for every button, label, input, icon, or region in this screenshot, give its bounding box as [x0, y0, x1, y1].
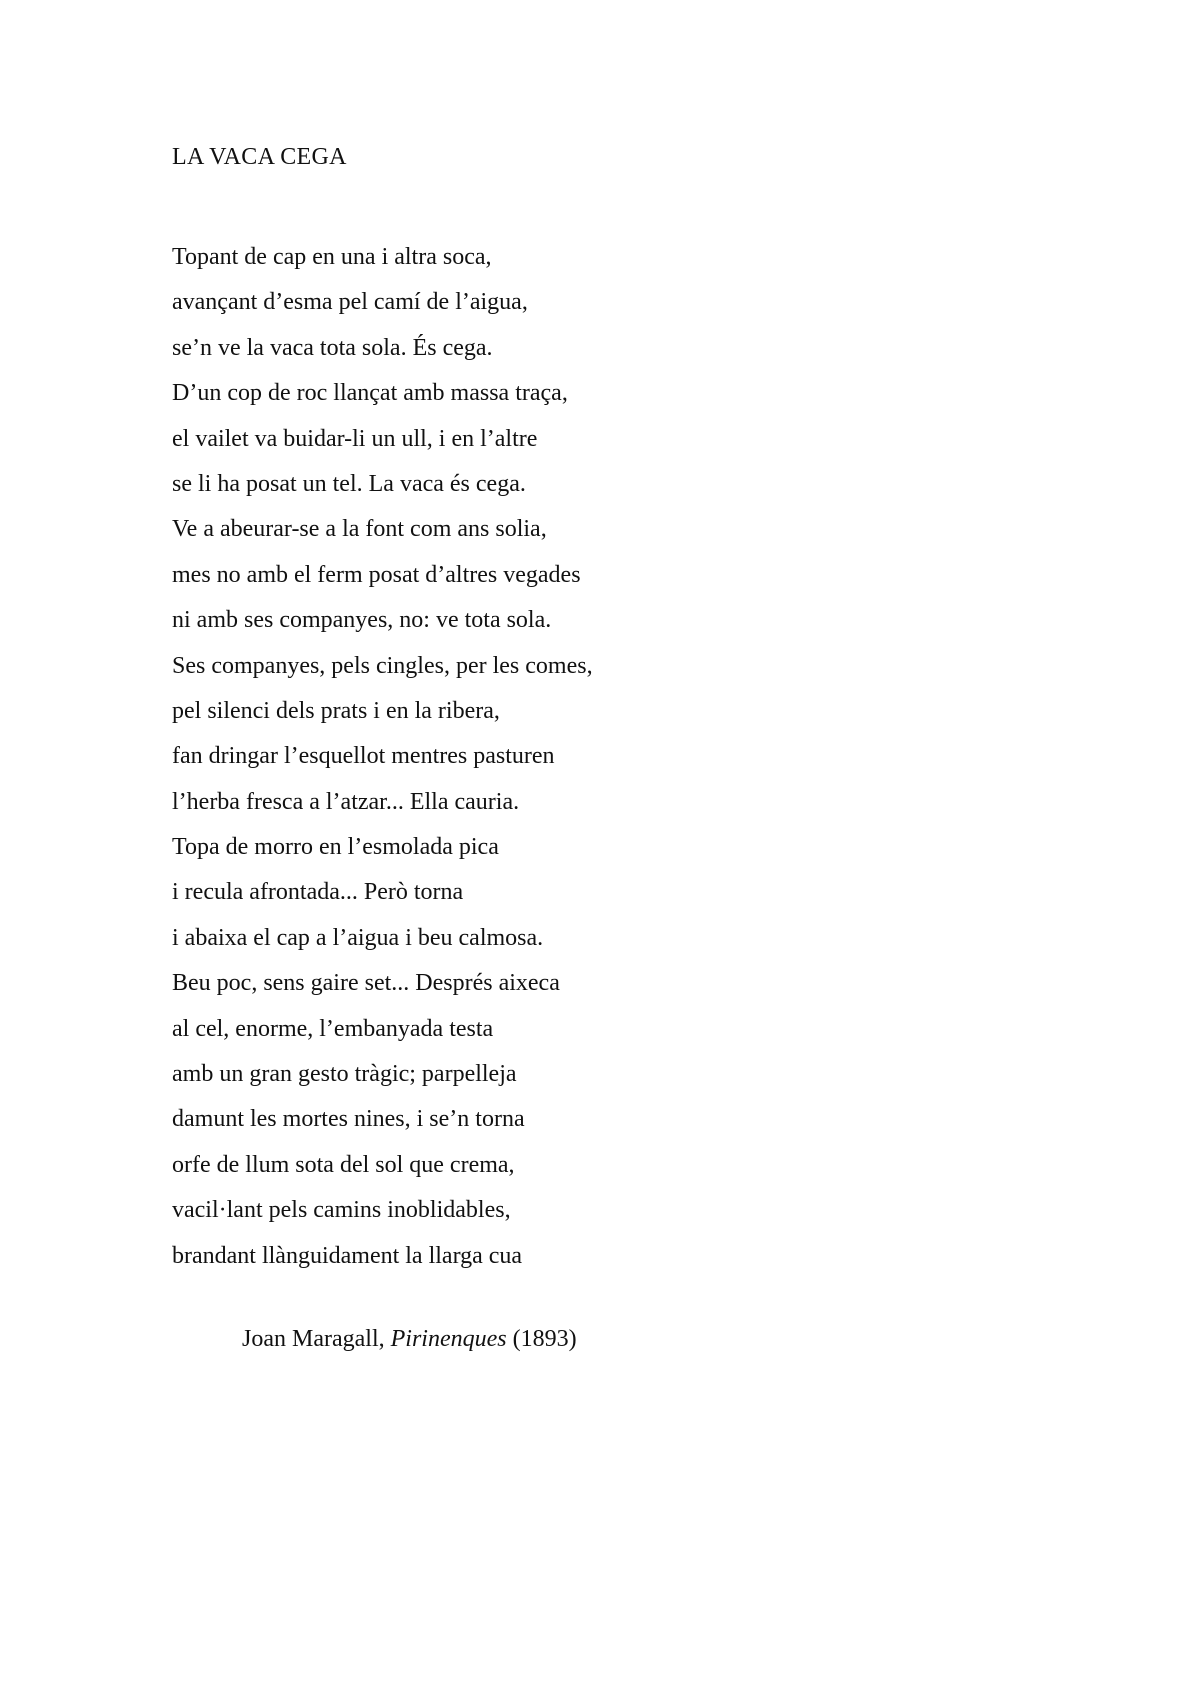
poem-line: avançant d’esma pel camí de l’aigua, [172, 289, 528, 316]
attribution [242, 1324, 577, 1354]
poem-line: mes no amb el ferm posat d’altres vegades [172, 561, 581, 588]
poem-line: al cel, enorme, l’embanyada testa [172, 1015, 494, 1042]
poem-line: se li ha posat un tel. La vaca és cega. [172, 470, 526, 497]
poem-line: Beu poc, sens gaire set... Després aixeca [172, 970, 560, 997]
poem-line: brandant llànguidament la llarga cua [172, 1242, 523, 1269]
poem-line: i recula afrontada... Però torna [172, 879, 464, 906]
poem-line: Topa de morro en l’esmolada pica [172, 834, 499, 861]
poem-line: orfe de llum sota del sol que crema, [172, 1151, 515, 1178]
attribution-year: (1893) [512, 1326, 577, 1352]
poem-line: vacil·lant pels camins inoblidables, [172, 1197, 511, 1224]
attribution-work: Pirinenques [390, 1326, 507, 1352]
poem-line: Ve a abeurar-se a la font com ans solia, [172, 516, 547, 543]
poem-line: fan dringar l’esquellot mentres pasturen [172, 743, 555, 770]
poem-line: ni amb ses companyes, no: ve tota sola. [172, 607, 552, 634]
poem-line: l’herba fresca a l’atzar... Ella cauria. [172, 788, 520, 815]
poem-line: Topant de cap en una i altra soca, [172, 244, 492, 270]
poem-title: LA VACA CEGA [172, 144, 347, 170]
poem-line: i abaixa el cap a l’aigua i beu calmosa. [172, 924, 544, 951]
poem-line: damunt les mortes nines, i se’n torna [172, 1106, 525, 1133]
poem-body [172, 235, 593, 1279]
poem-line: el vailet va buidar-li un ull, i en l’altre [172, 425, 538, 452]
poem-line: amb un gran gesto tràgic; parpelleja [172, 1061, 517, 1088]
attribution-author: Joan Maragall, [242, 1326, 385, 1352]
poem-line: Ses companyes, pels cingles, per les comes, [172, 652, 593, 679]
poem-line: pel silenci dels prats i en la ribera, [172, 697, 500, 724]
poem-line: D’un cop de roc llançat amb massa traça, [172, 380, 568, 407]
poem-line: se’n ve la vaca tota sola. És cega. [172, 334, 493, 361]
